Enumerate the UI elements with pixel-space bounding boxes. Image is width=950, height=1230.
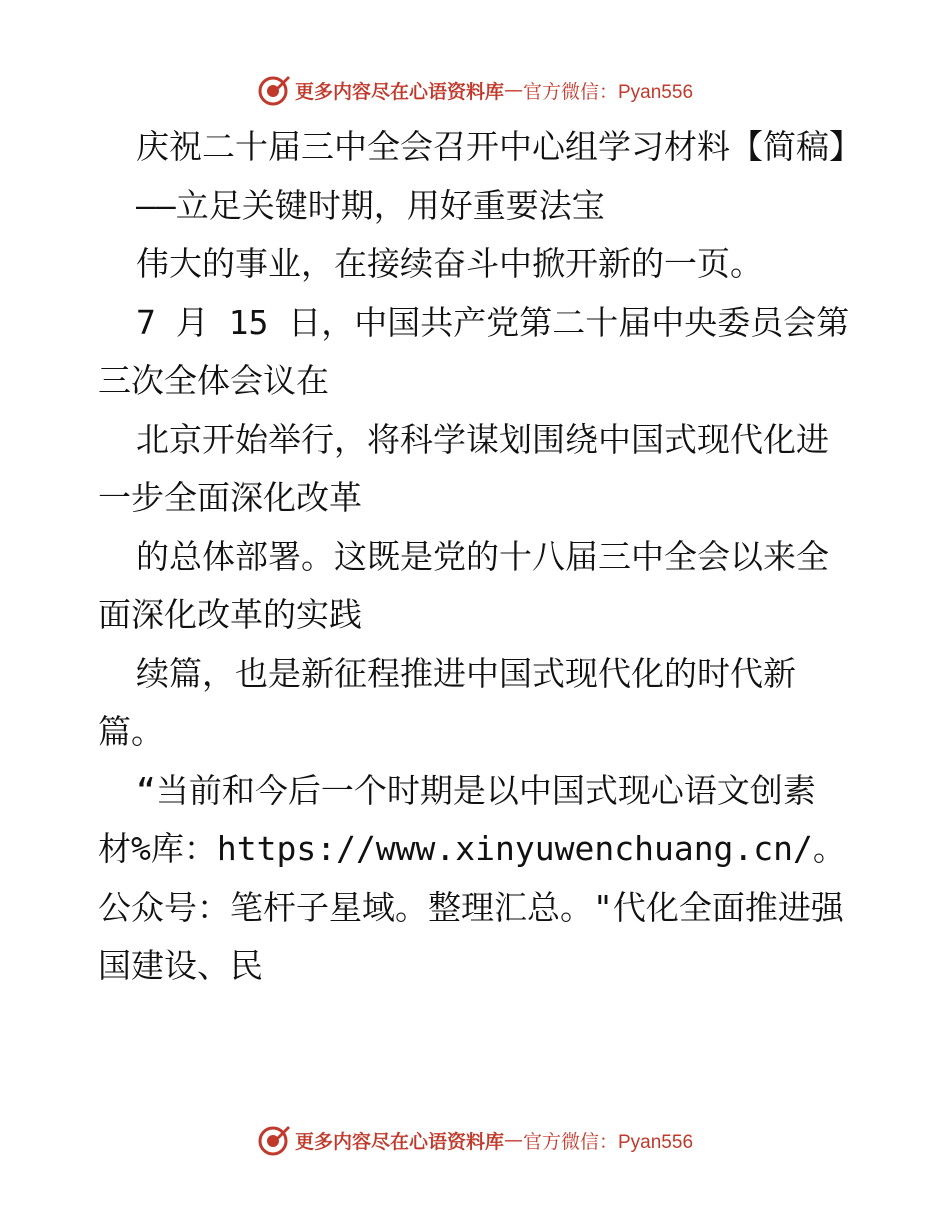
header-dash: — — [504, 79, 523, 101]
footer-prefix: 更多内容尽在心语资料库 — [294, 1130, 504, 1153]
document-title: 庆祝二十届三中全会召开中心组学习材料【简稿】 — [136, 127, 862, 166]
paragraph: 7 月 15 日，中国共产党第二十届中央委员会第三次全体会议在 — [98, 302, 850, 400]
footer-wechat-label: 官方微信：Pyan556 — [523, 1131, 694, 1153]
footer-dash: — — [504, 1129, 523, 1151]
header-watermark — [0, 70, 950, 110]
footer-watermark — [0, 1120, 950, 1160]
pen-logo-icon — [257, 73, 291, 107]
paragraph: 北京开始举行，将科学谋划围绕中国式现代化进一步全面深化改革 — [98, 419, 829, 517]
document-subtitle: ——立足关键时期，用好重要法宝 — [136, 185, 605, 225]
header-wechat-label: 官方微信：Pyan556 — [523, 81, 694, 103]
paragraph: 续篇，也是新征程推进中国式现代化的时代新篇。 — [98, 653, 796, 751]
pen-logo-icon — [257, 1123, 291, 1157]
paragraph: 伟大的事业，在接续奋斗中掀开新的一页。 — [136, 244, 763, 283]
document-body — [98, 118, 862, 996]
header-prefix: 更多内容尽在心语资料库 — [294, 80, 504, 103]
paragraph: “当前和今后一个时期是以中国式现心语文创素材%库：https://www.xinyuwenchuang.cn/。公众号：笔杆子星域。整理汇总。"代化全面推进强国建设、民 — [98, 770, 846, 985]
paragraph: 的总体部署。这既是党的十八届三中全会以来全面深化改革的实践 — [98, 536, 829, 634]
